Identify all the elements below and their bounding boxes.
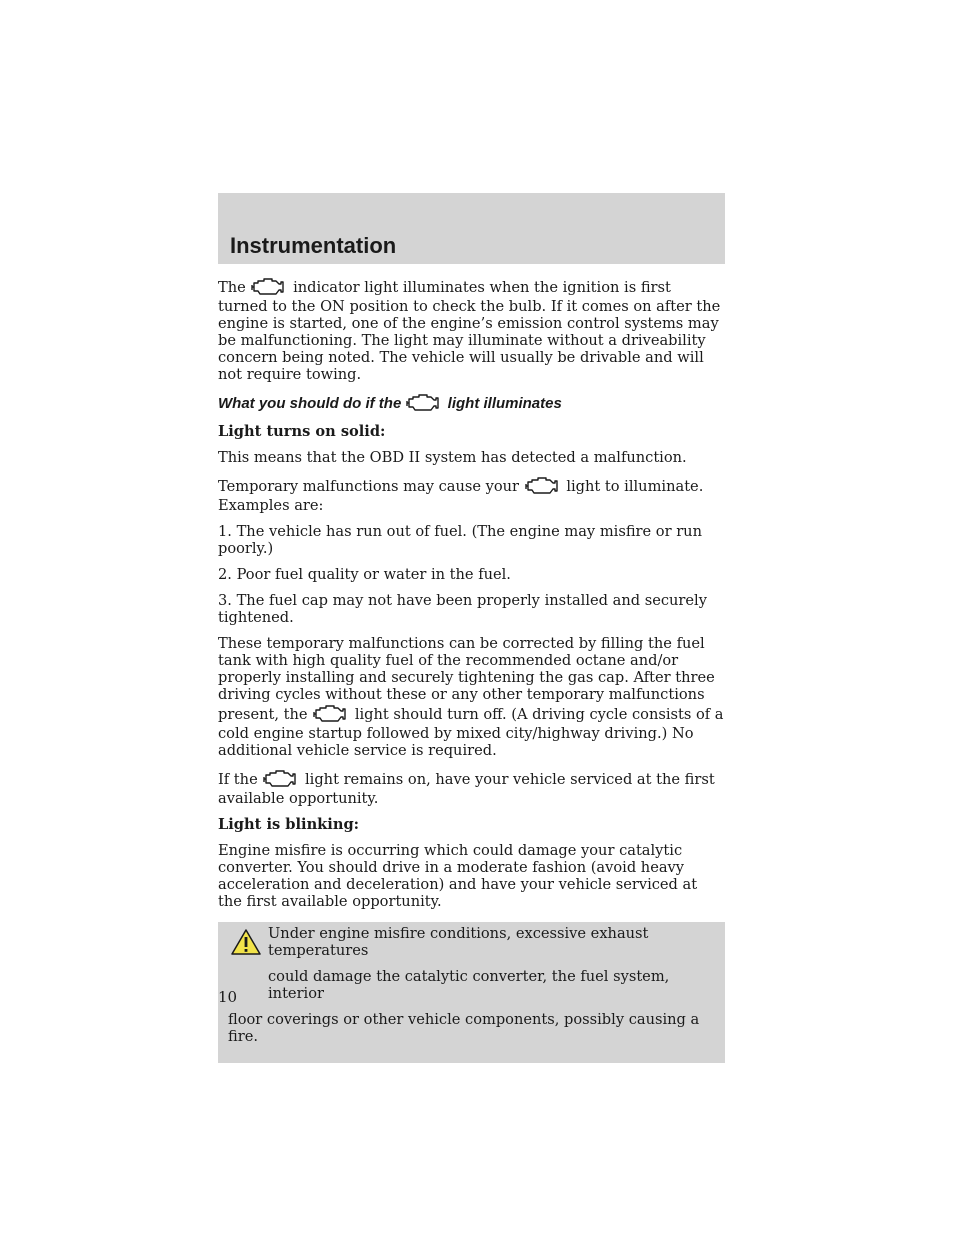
warning-triangle-icon <box>230 928 262 956</box>
text-fragment: The <box>218 279 246 296</box>
text-fragment: What you should do if the <box>218 395 402 412</box>
text-fragment: light should turn off. (A driving cycle consists of a cold engine startup followed by mixed city/highway driving.) No additional vehicle service is required. <box>218 706 724 759</box>
list-item: 1. The vehicle has run out of fuel. (The engine may misfire or run poorly.) <box>218 523 702 557</box>
check-engine-icon <box>250 276 286 298</box>
paragraph-temporary <box>218 475 725 514</box>
text-fragment: light illuminates <box>447 395 562 412</box>
section-title: Instrumentation <box>230 233 397 258</box>
label-blinking: Light is blinking: <box>218 816 360 833</box>
warning-text-line: Under engine misfire conditions, excessive exhaust temperatures <box>268 925 649 959</box>
text-fragment: indicator light illuminates when the ignition is first turned to the ON position to check the bulb. If it comes on after the engine is started, one of the engine’s emission control systems may be malfunctioning. The light may illuminate without a driveability concern being noted. The vehicle will usually be drivable and will not require towing. <box>218 279 721 383</box>
section-header <box>218 193 725 264</box>
warning-text-line: could damage the catalytic converter, the fuel system, interior <box>268 968 670 1002</box>
paragraph-intro <box>218 276 725 383</box>
check-engine-icon <box>262 768 298 790</box>
warning-text-line: floor coverings or other vehicle components, possibly causing a fire. <box>228 1011 700 1045</box>
label-solid: Light turns on solid: <box>218 423 386 440</box>
text-fragment: light remains on, have your vehicle serviced at the first available opportunity. <box>218 771 715 807</box>
list-item: 2. Poor fuel quality or water in the fuel. <box>218 566 511 583</box>
check-engine-icon <box>524 475 560 497</box>
text-fragment: If the <box>218 771 258 788</box>
text-fragment: light to illuminate. Examples are: <box>218 478 704 514</box>
check-engine-icon <box>312 703 348 725</box>
check-engine-icon <box>405 392 441 414</box>
text-fragment: These temporary malfunctions can be corrected by filling the fuel tank with high quality fuel of the recommended octane and/or properly installing and securely tightening the gas cap. After three driving cycles without these or any other temporary malfunctions present, the <box>218 635 715 723</box>
subheading <box>218 392 725 414</box>
paragraph-obd: This means that the OBD II system has detected a malfunction. <box>218 449 687 466</box>
warning-box <box>218 922 725 1063</box>
text-fragment: Temporary malfunctions may cause your <box>218 478 520 495</box>
page-content <box>218 276 725 1063</box>
page-number: 10 <box>218 988 238 1006</box>
paragraph-correction <box>218 635 725 759</box>
paragraph-misfire: Engine misfire is occurring which could damage your catalytic converter. You should drive in a moderate fashion (avoid heavy acceleration and deceleration) and have your vehicle serviced at the first available opportunity. <box>218 842 698 910</box>
list-item: 3. The fuel cap may not have been properly installed and securely tightened. <box>218 592 707 626</box>
paragraph-remains-on <box>218 768 725 807</box>
